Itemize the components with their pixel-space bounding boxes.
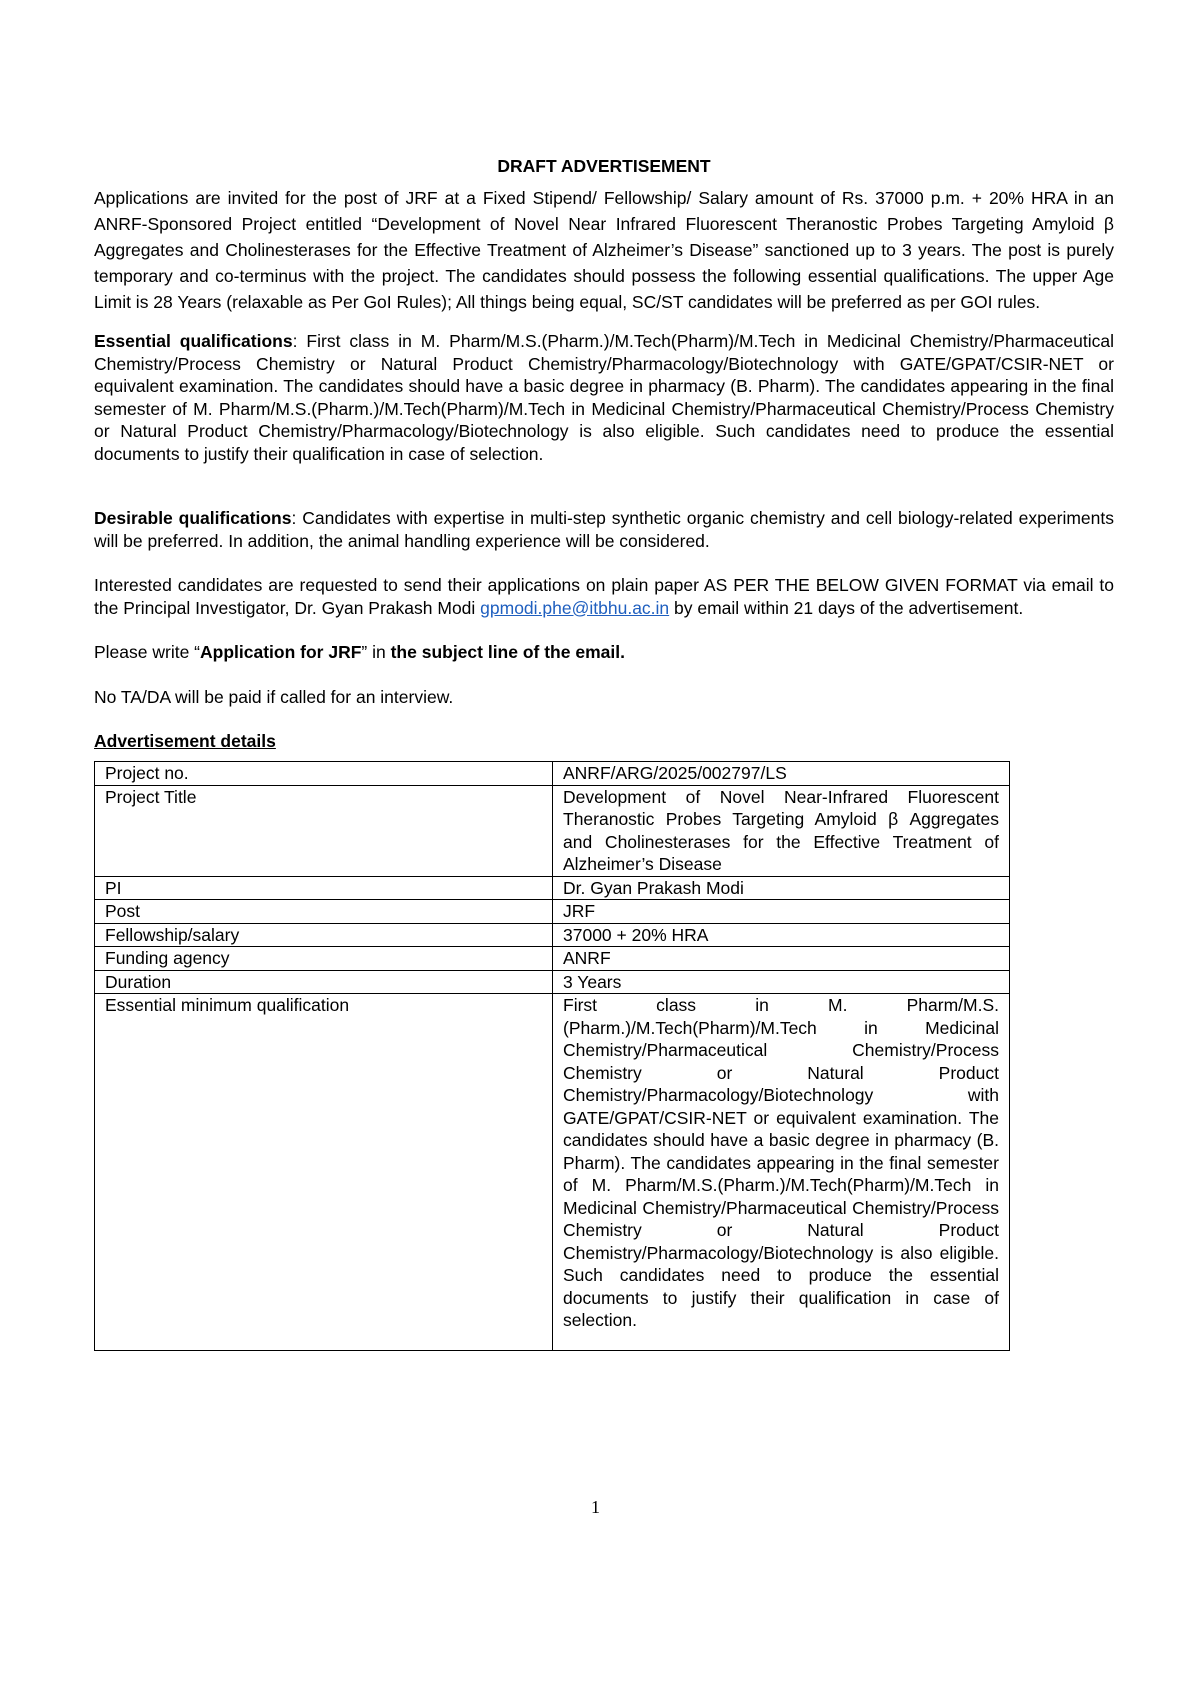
- table-row: [95, 876, 1010, 900]
- row-value: Development of Novel Near-Infrared Fluorescent Theranostic Probes Targeting Amyloid β Aggregates and Cholinesterases for the Effective Treatment of Alzheimer’s Disease: [553, 785, 1010, 876]
- row-value: JRF: [553, 900, 1010, 924]
- desirable-qualifications-paragraph: [94, 507, 1114, 552]
- document-page: [94, 155, 1114, 1351]
- table-row: [95, 900, 1010, 924]
- advertisement-details-heading: Advertisement details: [94, 731, 276, 751]
- row-value: 3 Years: [553, 970, 1010, 994]
- subject-line-tail: the subject line of the email.: [390, 642, 625, 662]
- essential-qualifications-label: Essential qualifications: [94, 331, 293, 351]
- row-value: Dr. Gyan Prakash Modi: [553, 876, 1010, 900]
- row-value: First class in M. Pharm/M.S.(Pharm.)/M.Tech(Pharm)/M.Tech in Medicinal Chemistry/Pharmaceutical Chemistry/Process Chemistry or Natural Product Chemistry/Pharmacology/Biotechnology with GATE/GPAT/CSIR-NET or equivalent examination. The candidates should have a basic degree in pharmacy (B. Pharm). The candidates appearing in the final semester of M. Pharm/M.S.(Pharm.)/M.Tech(Pharm)/M.Tech in Medicinal Chemistry/Pharmaceutical Chemistry/Process Chemistry or Natural Product Chemistry/Pharmacology/Biotechnology is also eligible. Such candidates need to produce the essential documents to justify their qualification in case of selection.: [553, 994, 1010, 1351]
- application-text-after: by email within 21 days of the advertisement.: [674, 597, 1024, 618]
- table-row: [95, 762, 1010, 786]
- row-value: 37000 + 20% HRA: [553, 923, 1010, 947]
- no-tada-notice: No TA/DA will be paid if called for an interview.: [94, 686, 454, 707]
- table-row: [95, 947, 1010, 971]
- row-label: Duration: [95, 970, 553, 994]
- document-title: DRAFT ADVERTISEMENT: [497, 156, 711, 176]
- page-number: 1: [591, 1497, 600, 1517]
- row-label: Essential minimum qualification: [95, 994, 553, 1351]
- desirable-qualifications-label: Desirable qualifications: [94, 508, 292, 528]
- table-row: [95, 785, 1010, 876]
- table-row: [95, 994, 1010, 1351]
- row-label: Funding agency: [95, 947, 553, 971]
- essential-qualifications-text: : First class in M. Pharm/M.S.(Pharm.)/M.Tech(Pharm)/M.Tech in Medicinal Chemistry/Pharmaceutical Chemistry/Process Chemistry or Natural Product Chemistry/Pharmacology/Biotechnology with GATE/GPAT/CSIR-NET or equivalent examination. The candidates should have a basic degree in pharmacy (B. Pharm). The candidates appearing in the final semester of M. Pharm/M.S.(Pharm.)/M.Tech(Pharm)/M.Tech in Medicinal Chemistry/Pharmaceutical Chemistry/Process Chemistry or Natural Product Chemistry/Pharmacology/Biotechnology is also eligible. Such candidates need to produce the essential documents to justify their qualification in case of selection.: [94, 331, 1114, 464]
- intro-paragraph: Applications are invited for the post of JRF at a Fixed Stipend/ Fellowship/ Salary amount of Rs. 37000 p.m. + 20% HRA in an ANRF-Sponsored Project entitled “Development of Novel Near Infrared Fluorescent Theranostic Probes Targeting Amyloid β Aggregates and Cholinesterases for the Effective Treatment of Alzheimer’s Disease” sanctioned up to 3 years. The post is purely temporary and co-terminus with the project. The candidates should possess the following essential qualifications. The upper Age Limit is 28 Years (relaxable as Per GoI Rules); All things being equal, SC/ST candidates will be preferred as per GOI rules.: [94, 188, 1114, 312]
- row-label: Post: [95, 900, 553, 924]
- application-instructions: [94, 574, 1114, 619]
- application-text-before: Interested candidates are requested to send their applications on plain paper AS PER THE BELOW GIVEN FORMAT via email to the Principal Investigator, Dr. Gyan Prakash Modi: [94, 575, 1114, 618]
- pi-email-link[interactable]: gpmodi.phe@itbhu.ac.in: [480, 597, 670, 618]
- row-value: ANRF/ARG/2025/002797/LS: [553, 762, 1010, 786]
- row-label: Project Title: [95, 785, 553, 876]
- advertisement-details-table: [94, 761, 1010, 1351]
- subject-line-middle: ” in: [361, 642, 391, 662]
- row-label: Fellowship/salary: [95, 923, 553, 947]
- essential-qualifications-paragraph: [94, 330, 1114, 465]
- table-row: [95, 923, 1010, 947]
- row-label: Project no.: [95, 762, 553, 786]
- subject-line-term: Application for JRF: [200, 642, 362, 662]
- subject-line-instruction: [94, 641, 1114, 664]
- table-row: [95, 970, 1010, 994]
- desirable-qualifications-text: : Candidates with expertise in multi-step synthetic organic chemistry and cell biology-related experiments will be preferred. In addition, the animal handling experience will be considered.: [94, 508, 1114, 551]
- subject-line-prefix: Please write “: [94, 642, 201, 662]
- row-label: PI: [95, 876, 553, 900]
- row-value: ANRF: [553, 947, 1010, 971]
